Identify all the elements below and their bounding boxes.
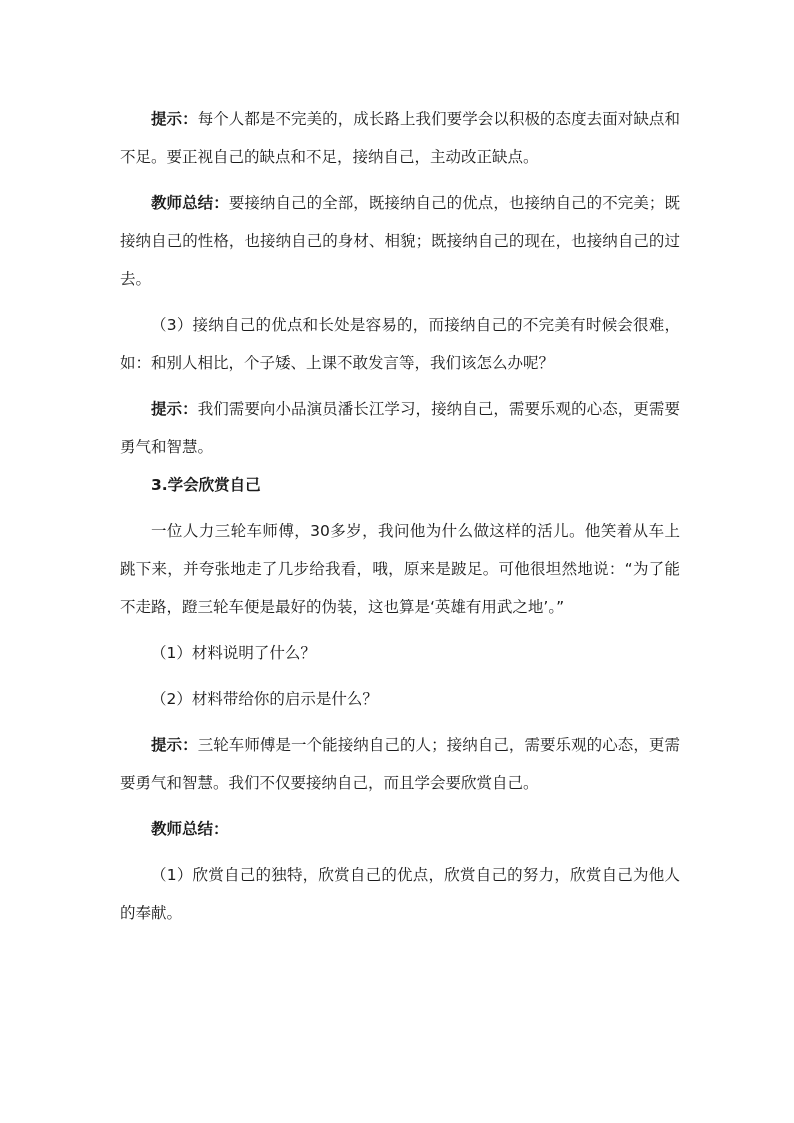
paragraph-text: 我们需要向小品演员潘长江学习，接纳自己，需要乐观的心态，更需要勇气和智慧。: [120, 400, 680, 456]
paragraph-teacher-summary-2: [120, 810, 680, 848]
paragraph-question-1: [120, 634, 680, 672]
paragraph-question-2: [120, 680, 680, 718]
paragraph-hint-3: [120, 726, 680, 802]
teacher-summary-label: 教师总结：: [151, 820, 229, 838]
hint-label: 提示：: [151, 736, 198, 754]
paragraph-text: （2）材料带给你的启示是什么？: [151, 690, 378, 708]
paragraph-summary-point-1: [120, 856, 680, 932]
hint-label: 提示：: [151, 110, 198, 128]
hint-label: 提示：: [151, 400, 198, 418]
paragraph-text: （3）接纳自己的优点和长处是容易的，而接纳自己的不完美有时候会很难，如：和别人相比，个子矮、上课不敢发言等，我们该怎么办呢？: [120, 316, 680, 372]
paragraph-question-3: [120, 306, 680, 382]
paragraph-text: 一位人力三轮车师傅，30多岁，我问他为什么做这样的活儿。他笑着从车上跳下来，并夸张地走了几步给我看，哦，原来是跛足。可他很坦然地说：“为了能不走路，蹬三轮车便是最好的伪装，这也算是‘英雄有用武之地’。”: [120, 522, 680, 616]
paragraph-text: （1）材料说明了什么？: [151, 644, 316, 662]
paragraph-hint-1: [120, 100, 680, 176]
paragraph-text: （1）欣赏自己的独特，欣赏自己的优点，欣赏自己的努力，欣赏自己为他人的奉献。: [120, 866, 680, 922]
paragraph-hint-2: [120, 390, 680, 466]
paragraph-teacher-summary-1: [120, 184, 680, 298]
document-body: [120, 100, 680, 932]
paragraph-story: [120, 512, 680, 626]
teacher-summary-label: 教师总结：: [151, 194, 229, 212]
paragraph-text: 每个人都是不完美的，成长路上我们要学会以积极的态度去面对缺点和不足。要正视自己的缺点和不足，接纳自己，主动改正缺点。: [120, 110, 680, 166]
section-heading: 3.学会欣赏自己: [151, 476, 261, 494]
paragraph-text: 要接纳自己的全部，既接纳自己的优点，也接纳自己的不完美；既接纳自己的性格，也接纳自己的身材、相貌；既接纳自己的现在，也接纳自己的过去。: [120, 194, 680, 288]
paragraph-text: 三轮车师傅是一个能接纳自己的人；接纳自己，需要乐观的心态，更需要勇气和智慧。我们不仅要接纳自己，而且学会要欣赏自己。: [120, 736, 680, 792]
